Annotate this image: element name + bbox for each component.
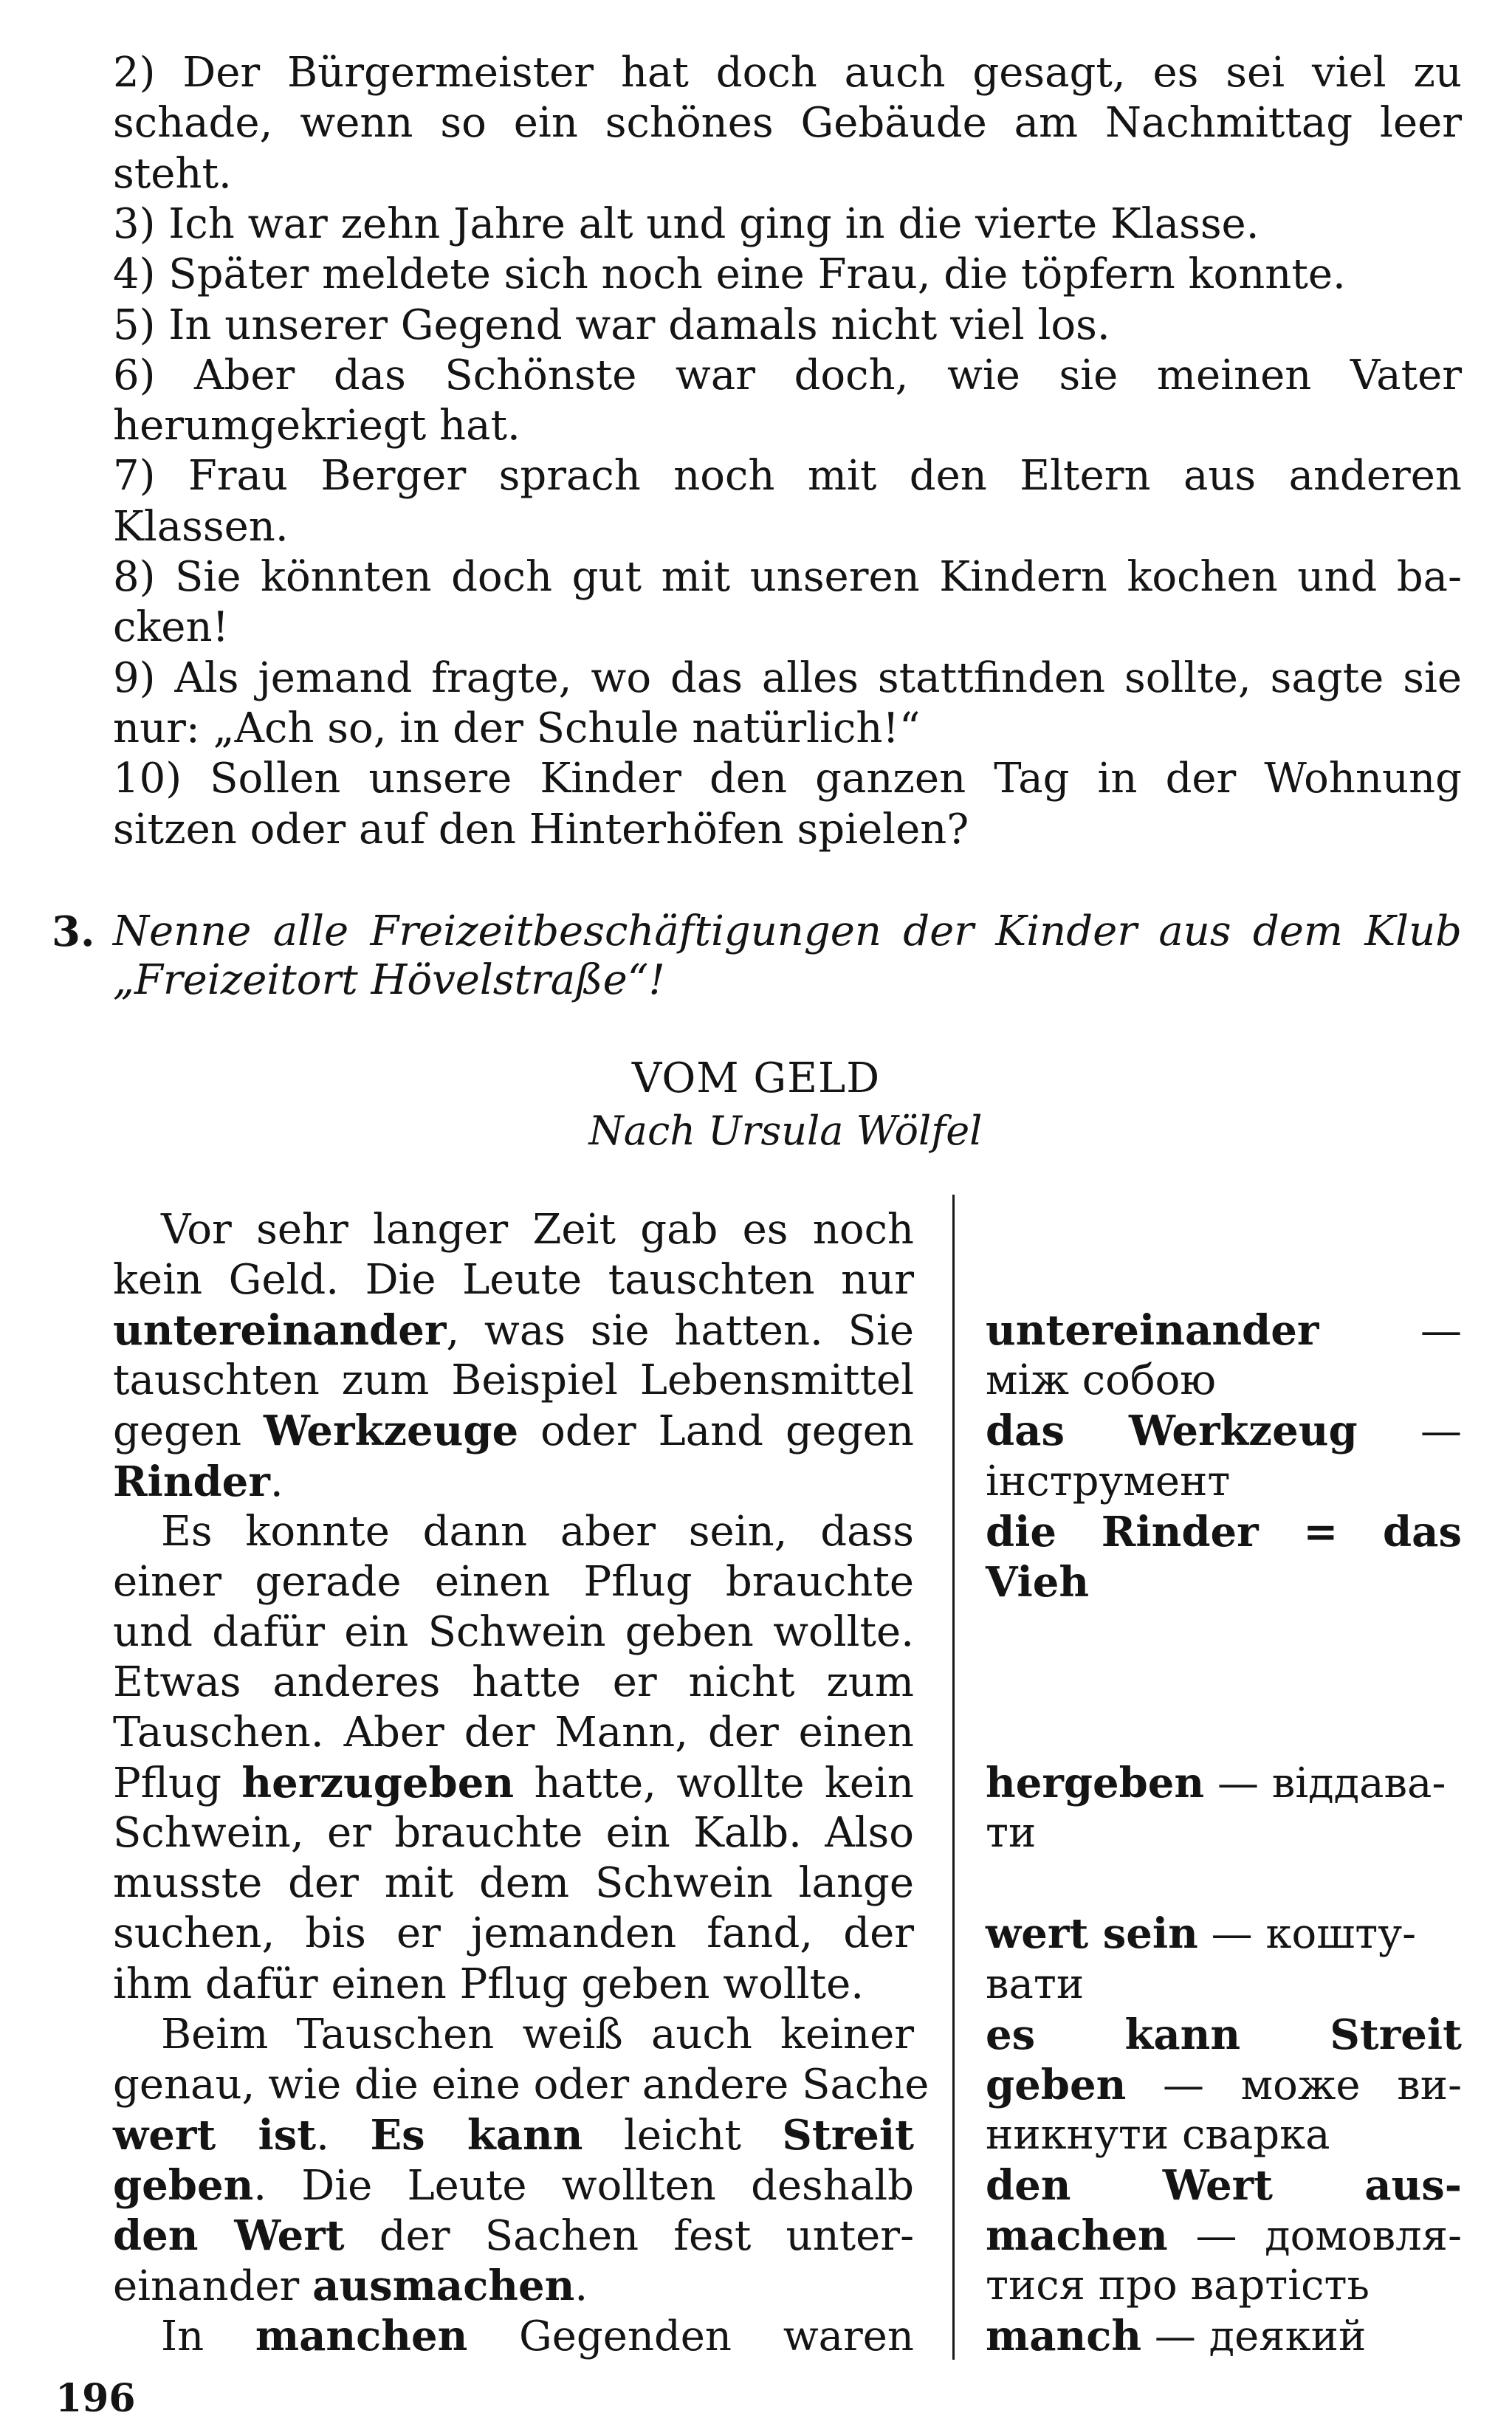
text-run: ти	[986, 1809, 1037, 1858]
vocab-term: Streit	[782, 2110, 914, 2160]
vocab-term: manch	[986, 2312, 1142, 2361]
text-run: тися про вартість	[986, 2262, 1370, 2310]
vocab-term: wert ist	[113, 2110, 317, 2160]
exercise-sentence-line: 7) Frau Berger sprach noch mit den Eltern aus anderen	[113, 452, 1462, 501]
glossary-line	[986, 1557, 1462, 1608]
vocab-term: herzugeben	[241, 1759, 515, 1808]
text-run: никнути сварка	[986, 2110, 1330, 2159]
glossary-line	[986, 1305, 1462, 1356]
glossary-line	[986, 2110, 1462, 2160]
text-run: und dafür ein Schwein geben wollte.	[113, 1607, 914, 1656]
exercise-sentence-line: 10) Sollen unsere Kinder den ganzen Tag in der Wohnung	[113, 755, 1462, 803]
glossary-line	[986, 2261, 1462, 2311]
story-line	[113, 1557, 914, 1607]
text-run: Beim Tauschen weiß auch keiner	[161, 2010, 914, 2058]
vocab-term: untereinander	[986, 1306, 1319, 1356]
text-run: — може ви-	[1126, 2061, 1462, 2109]
exercise-sentence-line: 2) Der Bürgermeister hat doch auch gesagt, es sei viel zu	[113, 49, 1462, 97]
vocab-term: geben	[113, 2160, 254, 2210]
vocab-term: die Rinder = das	[986, 1507, 1462, 1556]
exercise-sentence-line: sitzen oder auf den Hinterhöfen spielen?	[113, 805, 969, 854]
story-line	[161, 2010, 914, 2060]
vocab-term: den Wert	[113, 2211, 345, 2260]
exercise-sentence-line: 3) Ich war zehn Jahre alt und ging in die vierte Klasse.	[113, 199, 1260, 248]
vocab-term: es kann Streit	[986, 2010, 1462, 2059]
story-line	[113, 1960, 914, 2010]
exercise-sentence-line: 8) Sie könnten doch gut mit unseren Kindern kochen und ba-	[113, 553, 1462, 601]
text-run: Etwas anderes hatte er nicht zum	[113, 1658, 914, 1706]
story-line	[113, 1658, 914, 1708]
vocab-term: machen	[986, 2211, 1168, 2260]
text-run: Pflug	[113, 1759, 242, 1808]
text-run: ihm dafür einen Pflug geben wollte.	[113, 1960, 865, 2008]
text-run: suchen, bis er jemanden fand, der	[113, 1909, 914, 1958]
text-run: . Die Leute wollten deshalb	[253, 2161, 914, 2210]
story-line	[113, 2060, 929, 2110]
exercise-sentence-line: cken!	[113, 603, 230, 652]
text-run: musste der mit dem Schwein lange	[113, 1859, 914, 1908]
glossary-line	[986, 1406, 1462, 1457]
text-run: — деякий	[1141, 2312, 1367, 2361]
exercise-sentence-line: schade, wenn so ein schönes Gebäude am Nachmittag leer	[113, 99, 1462, 148]
exercise-sentence-line: herumgekriegt hat.	[113, 402, 520, 450]
vocab-term: hergeben	[986, 1759, 1205, 1808]
text-run: —	[1319, 1307, 1462, 1356]
story-line	[113, 1356, 914, 1406]
story-line	[113, 1255, 914, 1305]
story-line	[113, 1858, 914, 1909]
text-run: In	[161, 2312, 255, 2361]
text-run: hatte, wollte kein	[514, 1759, 914, 1808]
text-run: gegen	[113, 1407, 264, 1456]
text-run: Vor sehr langer Zeit gab es noch	[161, 1206, 914, 1254]
story-line	[113, 1457, 914, 1508]
page-number: 196	[55, 2376, 136, 2421]
story-author: Nach Ursula Wölfel	[588, 1108, 983, 1154]
vocab-term: geben	[986, 2060, 1127, 2109]
text-run: — кошту-	[1197, 1910, 1417, 1959]
exercise-sentence-line: 9) Als jemand fragte, wo das alles stattfinden sollte, sagte sie	[113, 653, 1462, 702]
story-line	[161, 2311, 914, 2362]
story-line	[113, 1708, 914, 1758]
vocab-term: manchen	[255, 2312, 468, 2361]
text-run: genau, wie die eine oder andere Sache	[113, 2060, 929, 2109]
vocab-term: wert sein	[986, 1909, 1198, 1959]
glossary-line	[986, 1808, 1462, 1858]
glossary-line	[986, 2311, 1462, 2362]
glossary-line	[986, 2211, 1462, 2262]
story-line	[113, 1406, 914, 1457]
exercise-sentence-line: nur: „Ach so, in der Schule natürlich!“	[113, 704, 921, 752]
text-run: einander	[113, 2262, 313, 2311]
story-line	[161, 1507, 914, 1557]
text-run: між собою	[986, 1356, 1217, 1405]
text-run: .	[269, 1457, 284, 1506]
column-divider	[952, 1195, 955, 2360]
text-run: Schwein, er brauchte ein Kalb. Also	[113, 1809, 914, 1858]
text-run: , was sie hatten. Sie	[446, 1307, 914, 1356]
story-line	[113, 1305, 914, 1356]
vocab-term: den Wert aus-	[986, 2160, 1462, 2210]
story-line	[113, 2160, 914, 2211]
task-number: 3.	[52, 907, 95, 956]
text-run: — домовля-	[1167, 2212, 1462, 2260]
text-run: —	[1357, 1407, 1462, 1456]
glossary-line	[986, 1507, 1462, 1558]
glossary-line	[986, 2060, 1462, 2111]
text-run: tauschten zum Beispiel Lebensmittel	[113, 1356, 914, 1405]
vocab-term: Vieh	[986, 1557, 1090, 1607]
vocab-term: untereinander	[113, 1306, 447, 1356]
glossary-line	[986, 2010, 1462, 2061]
exercise-sentence-line: 6) Aber das Schönste war doch, wie sie meinen Vater	[113, 351, 1462, 399]
text-run: вати	[986, 1960, 1085, 2008]
story-line	[113, 2211, 914, 2262]
text-run: — віддава-	[1204, 1759, 1446, 1808]
story-line	[113, 2261, 914, 2312]
text-run: Tauschen. Aber der Mann, der einen	[113, 1709, 914, 1756]
vocab-term: das Werkzeug	[986, 1407, 1358, 1456]
text-run: Gegenden waren	[467, 2312, 914, 2361]
vocab-term: Rinder	[113, 1457, 270, 1506]
story-line	[161, 1205, 914, 1255]
story-title: VOM GELD	[631, 1054, 881, 1102]
glossary-line	[986, 1457, 1462, 1507]
exercise-sentence-line: 4) Später meldete sich noch eine Frau, die töpfern konnte.	[113, 250, 1346, 299]
task-text-line-1: Nenne alle Freizeitbeschäftigungen der Kinder aus dem Klub	[113, 907, 1462, 955]
text-run: oder Land gegen	[518, 1407, 914, 1456]
story-line	[113, 1808, 914, 1858]
glossary-line	[986, 1758, 1462, 1809]
exercise-sentence-line: Klassen.	[113, 502, 289, 551]
glossary-line	[986, 2160, 1462, 2211]
vocab-term: ausmachen	[312, 2262, 575, 2311]
text-run: kein Geld. Die Leute tauschten nur	[113, 1256, 914, 1305]
story-line	[113, 1758, 914, 1809]
story-line	[113, 1607, 914, 1658]
vocab-term: Es kann	[370, 2110, 583, 2160]
glossary-line	[986, 1909, 1462, 1960]
text-run: інструмент	[986, 1457, 1231, 1505]
exercise-sentence-line: steht.	[113, 149, 232, 198]
exercise-sentence-line: 5) In unserer Gegend war damals nicht viel los.	[113, 301, 1110, 349]
text-run: leicht	[583, 2111, 783, 2160]
task-text-line-2: „Freizeitort Hövelstraße“!	[113, 956, 665, 1004]
glossary-line	[986, 1960, 1462, 2010]
text-run: der Sachen fest unter-	[344, 2212, 914, 2260]
glossary-line	[986, 1356, 1462, 1406]
text-run: .	[316, 2111, 371, 2160]
text-run: .	[574, 2262, 588, 2311]
story-line	[113, 1909, 914, 1959]
text-run: einer gerade einen Pflug brauchte	[113, 1557, 914, 1606]
story-line	[113, 2110, 914, 2161]
text-run: Es konnte dann aber sein, dass	[161, 1507, 914, 1556]
vocab-term: Werkzeuge	[263, 1407, 519, 1456]
